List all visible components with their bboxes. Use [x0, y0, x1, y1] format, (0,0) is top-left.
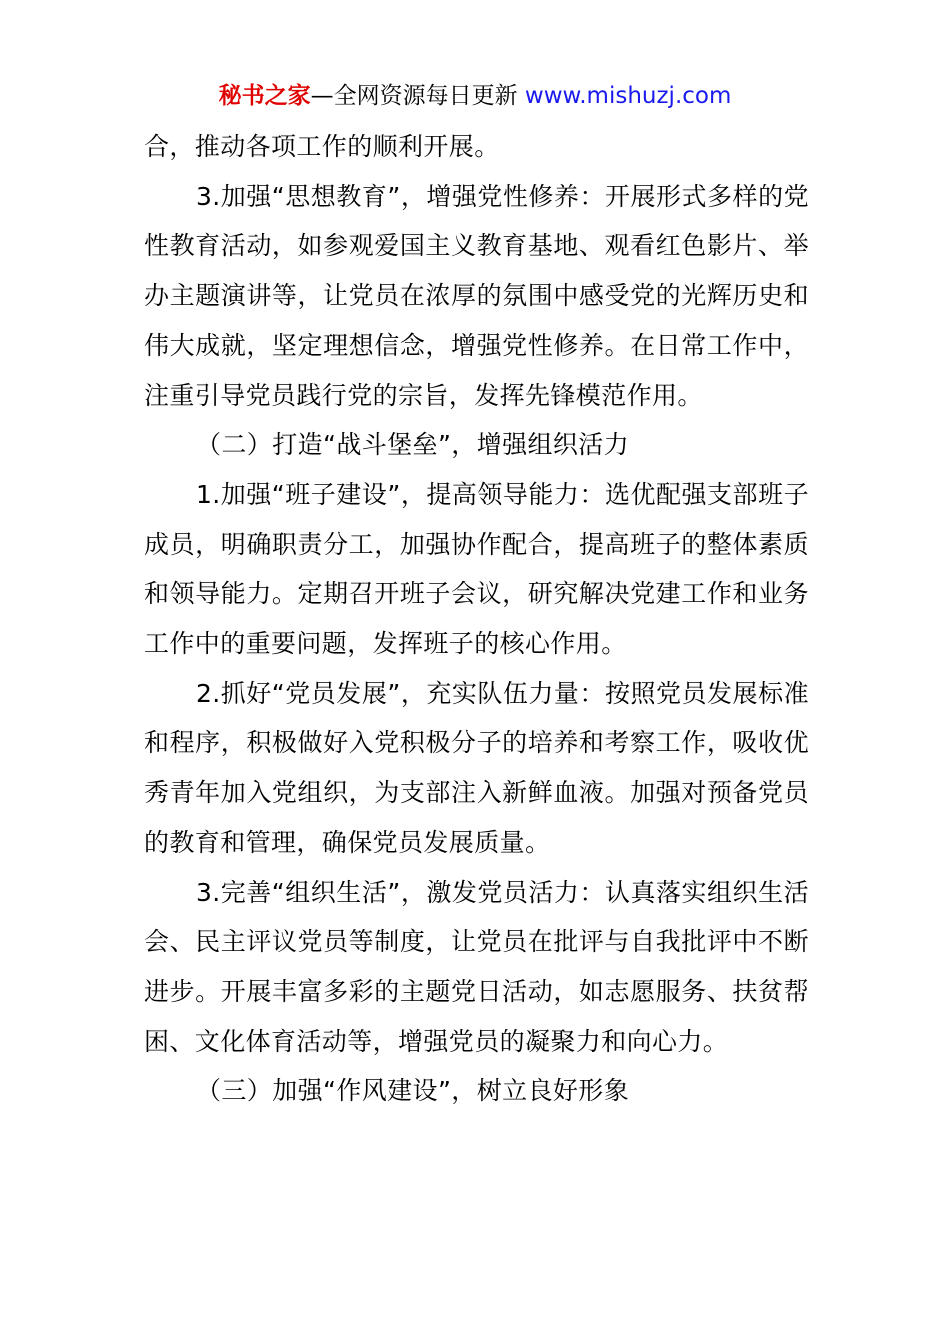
section-heading-2: （二）打造“战斗堡垒”，增强组织活力 [196, 430, 630, 460]
paragraph-organizational-life: 3.完善“组织生活”，激发党员活力：认真落实组织生活会、民主评议党员等制度，让党员在批评与自我批评中不断进步。开展丰富多彩的主题党日活动，如志愿服务、扶贫帮困、文化体育活动等，增强党员的凝聚力和向心力。 [144, 877, 809, 1056]
paragraph-team-building: 1.加强“班子建设”，提高领导能力：选优配强支部班子成员，明确职责分工，加强协作配合，提高班子的整体素质和领导能力。定期召开班子会议，研究解决党建工作和业务工作中的重要问题，发挥班子的核心作用。 [144, 479, 809, 659]
paragraph-continuation: 合，推动各项工作的顺利开展。 [144, 132, 500, 161]
section-heading-3: （三）加强“作风建设”，树立良好形象 [196, 1076, 630, 1106]
header-brand: 秘书之家 [218, 83, 311, 109]
page-header [0, 80, 950, 112]
paragraph-member-development: 2.抓好“党员发展”，充实队伍力量：按照党员发展标准和程序，积极做好入党积极分子的培养和考察工作，吸收优秀青年加入党组织，为支部注入新鲜血液。加强对预备党员的教育和管理，确保党员发展质量。 [144, 678, 809, 857]
document-body [144, 122, 809, 1116]
paragraph-ideological-education: 3.加强“思想教育”，增强党性修养：开展形式多样的党性教育活动，如参观爱国主义教育基地、观看红色影片、举办主题演讲等，让党员在浓厚的氛围中感受党的光辉历史和伟大成就，坚定理想信念，增强党性修养。在日常工作中，注重引导党员践行党的宗旨，发挥先锋模范作用。 [144, 181, 809, 410]
header-url-link[interactable]: www.mishuzj.com [524, 83, 732, 109]
header-tagline: —全网资源每日更新 [310, 83, 525, 109]
